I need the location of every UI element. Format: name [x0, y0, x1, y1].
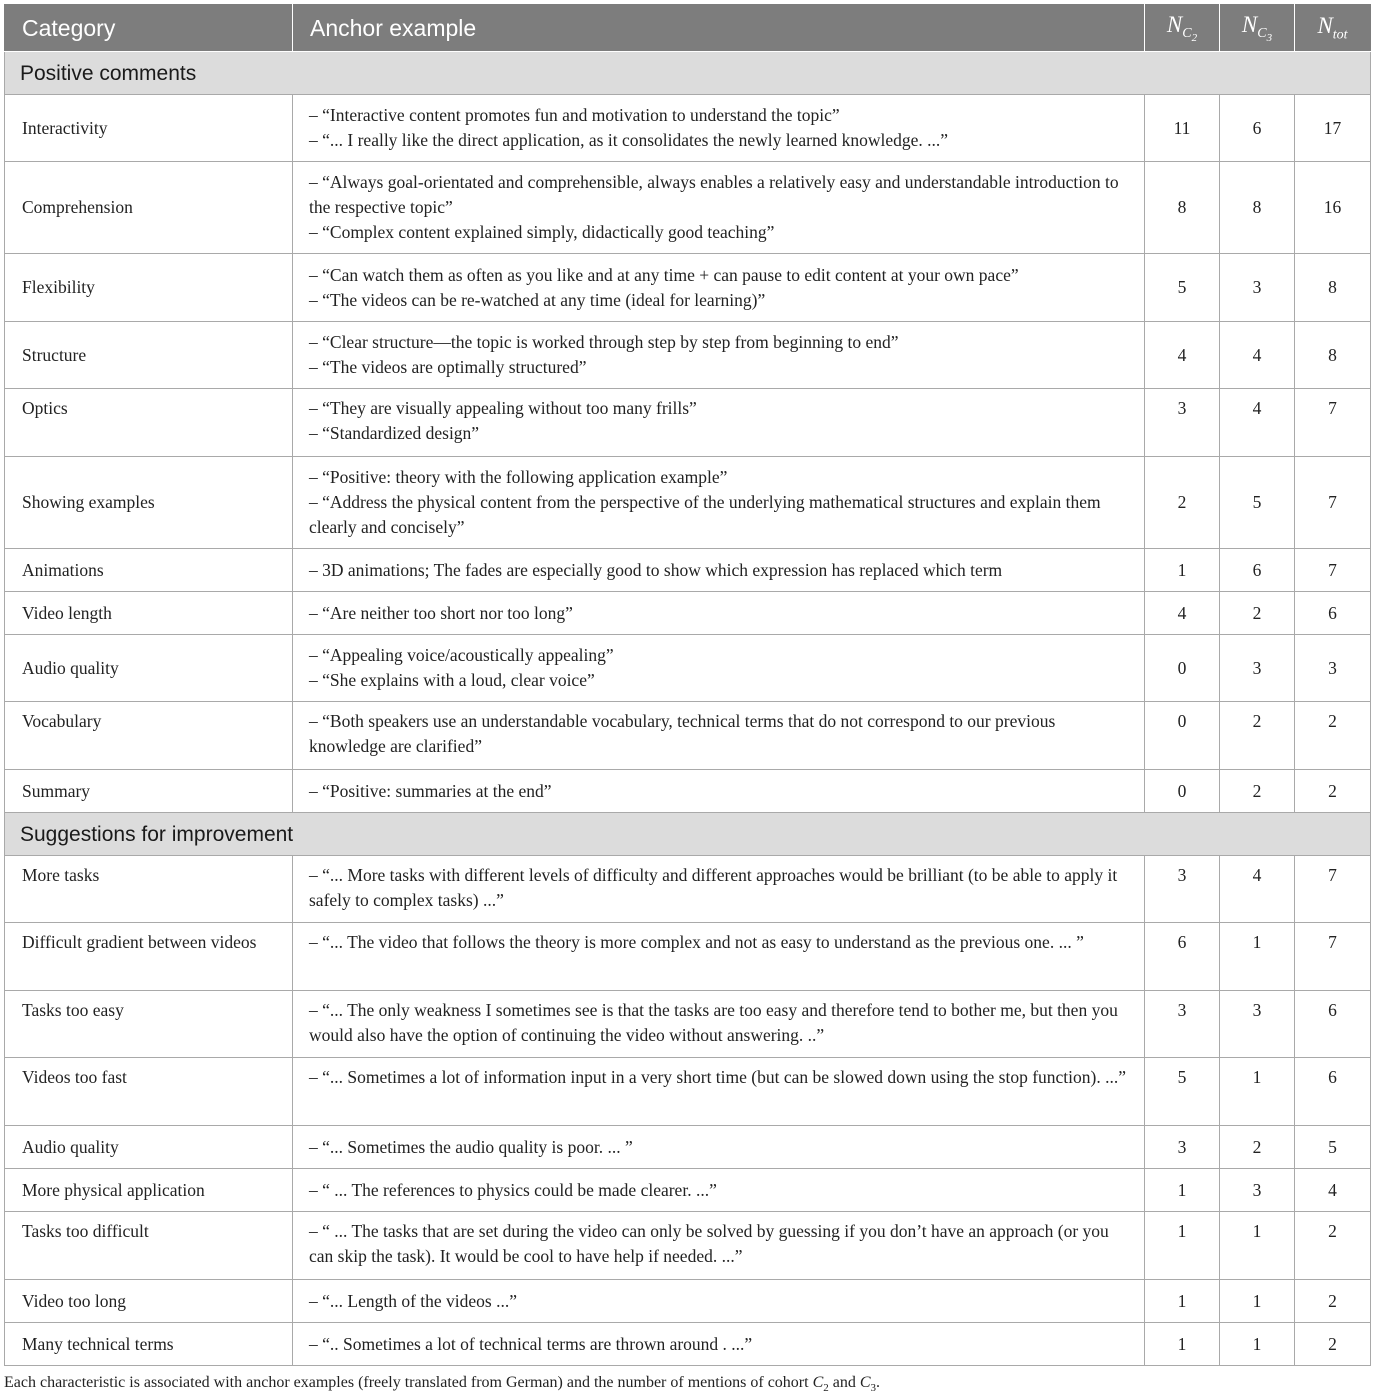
count-c2-cell: 3: [1145, 856, 1220, 923]
anchor-quote: – “Interactive content promotes fun and motivation to understand the topic”: [309, 105, 840, 125]
count-c3-cell: 1: [1220, 1058, 1295, 1126]
header-row: [5, 5, 1371, 52]
category-cell: Audio quality: [5, 1126, 293, 1169]
count-total-cell: 2: [1295, 770, 1371, 813]
category-cell: Showing examples: [5, 457, 293, 549]
table-row: [5, 991, 1371, 1058]
anchor-example-cell: [293, 635, 1145, 702]
count-c2-cell: 1: [1145, 1169, 1220, 1212]
anchor-example-cell: [293, 1169, 1145, 1212]
table-row: [5, 457, 1371, 549]
section-title: Positive comments: [5, 52, 1371, 95]
count-c2-cell: 3: [1145, 389, 1220, 457]
count-c3-cell: 1: [1220, 1280, 1295, 1323]
anchor-quote: – “Always goal-orientated and comprehensible, always enables a relatively easy and understandable introduction to the respective topic”: [309, 172, 1119, 217]
count-c3-cell: 1: [1220, 1212, 1295, 1280]
count-c2-cell: 0: [1145, 635, 1220, 702]
table-row: [5, 1126, 1371, 1169]
count-total-cell: 7: [1295, 923, 1371, 991]
table-row: [5, 322, 1371, 389]
category-cell: Interactivity: [5, 95, 293, 162]
table-row: [5, 635, 1371, 702]
count-c3-cell: 2: [1220, 1126, 1295, 1169]
count-total-cell: 3: [1295, 635, 1371, 702]
anchor-quote: – “Positive: theory with the following application example”: [309, 467, 728, 487]
count-c2-cell: 6: [1145, 923, 1220, 991]
anchor-example-cell: [293, 549, 1145, 592]
anchor-example-cell: [293, 95, 1145, 162]
table-row: [5, 702, 1371, 770]
anchor-quote: – “Both speakers use an understandable vocabulary, technical terms that do not correspond to our previous knowledge are clarified”: [309, 711, 1056, 756]
table-row: [5, 389, 1371, 457]
category-cell: Difficult gradient between videos: [5, 923, 293, 991]
anchor-example-cell: [293, 1212, 1145, 1280]
table-row: [5, 95, 1371, 162]
count-c3-cell: 2: [1220, 770, 1295, 813]
count-c2-cell: 4: [1145, 322, 1220, 389]
anchor-quote: – “... Sometimes a lot of information input in a very short time (but can be slowed down using the stop function). ...”: [309, 1067, 1127, 1087]
count-c3-cell: 6: [1220, 95, 1295, 162]
count-c3-cell: 3: [1220, 635, 1295, 702]
header-n-tot: $N_{tot}$: [1295, 5, 1371, 52]
count-total-cell: 2: [1295, 1212, 1371, 1280]
table-row: [5, 923, 1371, 991]
category-cell: Video too long: [5, 1280, 293, 1323]
anchor-quote: – “They are visually appealing without too many frills”: [309, 398, 697, 418]
anchor-quote: – “... Length of the videos ...”: [309, 1290, 518, 1311]
count-total-cell: 2: [1295, 1323, 1371, 1366]
count-c2-cell: 1: [1145, 549, 1220, 592]
count-c2-cell: 2: [1145, 457, 1220, 549]
anchor-example-cell: [293, 1280, 1145, 1323]
count-c2-cell: 5: [1145, 1058, 1220, 1126]
header-anchor-example: Anchor example: [293, 5, 1145, 52]
anchor-example-cell: [293, 923, 1145, 991]
anchor-example-cell: [293, 856, 1145, 923]
category-cell: Videos too fast: [5, 1058, 293, 1126]
category-cell: Video length: [5, 592, 293, 635]
anchor-quote: – 3D animations; The fades are especially good to show which expression has replaced which term: [309, 559, 1003, 580]
count-c3-cell: 3: [1220, 991, 1295, 1058]
count-c3-cell: 4: [1220, 322, 1295, 389]
anchor-example-cell: [293, 702, 1145, 770]
count-c2-cell: 5: [1145, 254, 1220, 322]
count-total-cell: 4: [1295, 1169, 1371, 1212]
count-c2-cell: 8: [1145, 162, 1220, 254]
anchor-quote: – “Appealing voice/acoustically appealing”: [309, 645, 614, 665]
count-total-cell: 7: [1295, 549, 1371, 592]
category-cell: Vocabulary: [5, 702, 293, 770]
count-total-cell: 6: [1295, 991, 1371, 1058]
category-cell: Audio quality: [5, 635, 293, 702]
count-total-cell: 7: [1295, 856, 1371, 923]
count-c3-cell: 3: [1220, 254, 1295, 322]
anchor-quote: – “.. Sometimes a lot of technical terms are thrown around . ...”: [309, 1333, 753, 1354]
count-total-cell: 5: [1295, 1126, 1371, 1169]
count-total-cell: 8: [1295, 322, 1371, 389]
count-total-cell: 2: [1295, 702, 1371, 770]
anchor-quote: – “Complex content explained simply, didactically good teaching”: [309, 222, 775, 242]
anchor-quote: – “Standardized design”: [309, 423, 480, 443]
anchor-quote: – “Address the physical content from the perspective of the underlying mathematical structures and explain them clearly and concisely”: [309, 492, 1101, 537]
count-total-cell: 7: [1295, 457, 1371, 549]
anchor-quote: – “... More tasks with different levels of difficulty and different approaches would be brilliant (to be able to apply it safely to complex tasks) ...”: [309, 865, 1118, 910]
count-c2-cell: 3: [1145, 991, 1220, 1058]
anchor-example-cell: [293, 592, 1145, 635]
table-row: [5, 1212, 1371, 1280]
section-header-row: [5, 813, 1371, 856]
anchor-quote: – “The videos can be re-watched at any time (ideal for learning)”: [309, 289, 766, 310]
anchor-example-cell: [293, 389, 1145, 457]
anchor-quote: – “ ... The references to physics could be made clearer. ...”: [309, 1179, 717, 1200]
results-table: [4, 4, 1371, 1366]
table-row: [5, 592, 1371, 635]
count-c2-cell: 3: [1145, 1126, 1220, 1169]
count-total-cell: 17: [1295, 95, 1371, 162]
anchor-quote: – “Clear structure—the topic is worked through step by step from beginning to end”: [309, 332, 899, 352]
anchor-example-cell: [293, 1058, 1145, 1126]
table-row: [5, 162, 1371, 254]
category-cell: Comprehension: [5, 162, 293, 254]
count-c3-cell: 2: [1220, 702, 1295, 770]
header-n-c2: $N_{C_2}$: [1145, 5, 1220, 52]
anchor-example-cell: [293, 322, 1145, 389]
count-c3-cell: 8: [1220, 162, 1295, 254]
section-title: Suggestions for improvement: [5, 813, 1371, 856]
count-c3-cell: 3: [1220, 1169, 1295, 1212]
table-row: [5, 1058, 1371, 1126]
category-cell: Optics: [5, 389, 293, 457]
count-c3-cell: 1: [1220, 1323, 1295, 1366]
count-total-cell: 8: [1295, 254, 1371, 322]
count-c2-cell: 1: [1145, 1212, 1220, 1280]
anchor-quote: – “Positive: summaries at the end”: [309, 780, 552, 801]
anchor-quote: – “The videos are optimally structured”: [309, 357, 587, 377]
anchor-example-cell: [293, 991, 1145, 1058]
table-caption: Each characteristic is associated with anchor examples (freely translated from German) and the number of mentions of cohort $C_2$ and $C_3$.: [4, 1374, 881, 1395]
anchor-example-cell: [293, 457, 1145, 549]
anchor-example-cell: [293, 1126, 1145, 1169]
table-row: [5, 1169, 1371, 1212]
category-cell: Many technical terms: [5, 1323, 293, 1366]
anchor-example-cell: [293, 770, 1145, 813]
table-body: [5, 52, 1371, 1366]
count-c2-cell: 0: [1145, 770, 1220, 813]
table-row: [5, 1323, 1371, 1366]
count-c3-cell: 6: [1220, 549, 1295, 592]
count-c2-cell: 4: [1145, 592, 1220, 635]
section-header-row: [5, 52, 1371, 95]
header-category: Category: [5, 5, 293, 52]
table-row: [5, 770, 1371, 813]
anchor-example-cell: [293, 1323, 1145, 1366]
category-cell: Tasks too difficult: [5, 1212, 293, 1280]
category-cell: Animations: [5, 549, 293, 592]
count-c3-cell: 5: [1220, 457, 1295, 549]
count-c3-cell: 4: [1220, 856, 1295, 923]
table-row: [5, 856, 1371, 923]
header-n-c3: $N_{C_3}$: [1220, 5, 1295, 52]
anchor-quote: – “... The video that follows the theory is more complex and not as easy to understand as the previous one. ... ”: [309, 932, 1084, 952]
category-cell: Structure: [5, 322, 293, 389]
anchor-quote: – “... Sometimes the audio quality is poor. ... ”: [309, 1136, 633, 1157]
count-c3-cell: 2: [1220, 592, 1295, 635]
category-cell: Flexibility: [5, 254, 293, 322]
count-c2-cell: 1: [1145, 1280, 1220, 1323]
count-total-cell: 16: [1295, 162, 1371, 254]
anchor-quote: – “She explains with a loud, clear voice”: [309, 670, 595, 690]
table-container: [4, 4, 1370, 1366]
count-c2-cell: 0: [1145, 702, 1220, 770]
table-row: [5, 1280, 1371, 1323]
count-c2-cell: 1: [1145, 1323, 1220, 1366]
anchor-quote: – “ ... The tasks that are set during the video can only be solved by guessing if you don’t have an approach (or you can skip the task). It would be cool to have help if needed. ...”: [309, 1221, 1109, 1266]
count-total-cell: 6: [1295, 592, 1371, 635]
category-cell: Summary: [5, 770, 293, 813]
anchor-quote: – “Are neither too short nor too long”: [309, 602, 573, 623]
anchor-quote: – “Can watch them as often as you like and at any time + can pause to edit content at your own pace”: [309, 264, 1019, 285]
count-c3-cell: 4: [1220, 389, 1295, 457]
anchor-example-cell: [293, 162, 1145, 254]
count-total-cell: 2: [1295, 1280, 1371, 1323]
table-row: [5, 549, 1371, 592]
category-cell: More physical application: [5, 1169, 293, 1212]
count-total-cell: 6: [1295, 1058, 1371, 1126]
category-cell: More tasks: [5, 856, 293, 923]
category-cell: Tasks too easy: [5, 991, 293, 1058]
count-c3-cell: 1: [1220, 923, 1295, 991]
anchor-quote: – “... I really like the direct application, as it consolidates the newly learned knowledge. ...”: [309, 130, 949, 150]
table-row: [5, 254, 1371, 322]
count-total-cell: 7: [1295, 389, 1371, 457]
anchor-example-cell: [293, 254, 1145, 322]
count-c2-cell: 11: [1145, 95, 1220, 162]
anchor-quote: – “... The only weakness I sometimes see is that the tasks are too easy and therefore tend to bother me, but then you would also have the option of continuing the video without answering. ..”: [309, 1000, 1118, 1045]
